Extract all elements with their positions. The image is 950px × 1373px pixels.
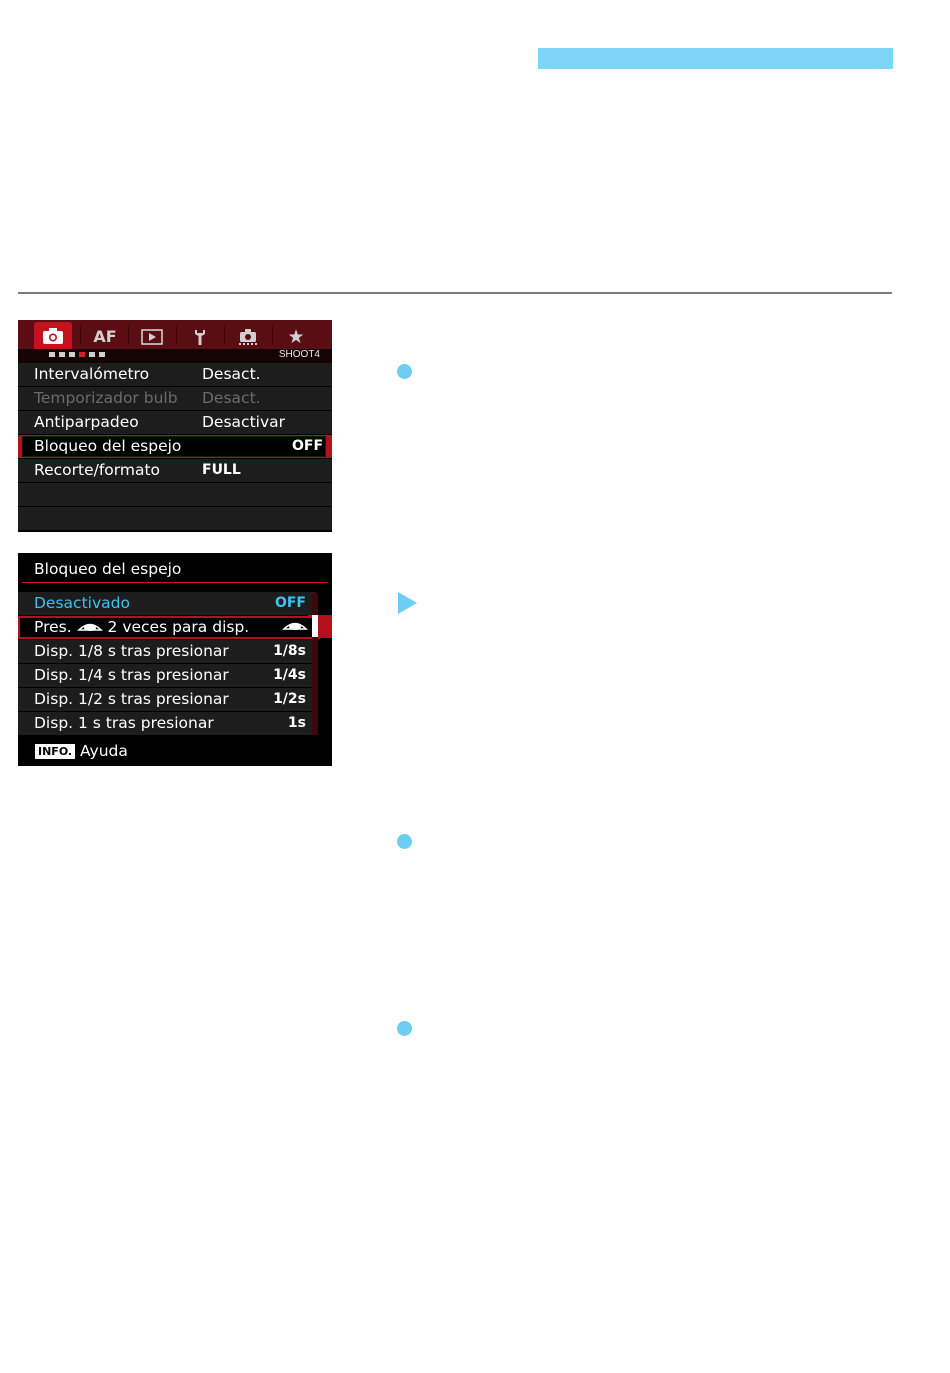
menu-page-indicator: [18, 349, 332, 363]
menu-item-empty: [18, 483, 332, 507]
shutter-button-icon: [282, 620, 308, 634]
menu-item-bloqueo-espejo[interactable]: [18, 435, 332, 459]
option-value: 1/2s: [273, 691, 306, 707]
option-value: 1/8s: [273, 643, 306, 659]
option-1-4s[interactable]: [18, 664, 316, 688]
menu-item-temporizador-bulb: [18, 387, 332, 411]
option-value: OFF: [274, 595, 306, 611]
tab-playback[interactable]: [138, 324, 166, 349]
screen-title: Bloqueo del espejo: [34, 560, 182, 578]
custom-camera-icon: [237, 328, 259, 346]
menu-tab-bar: [18, 320, 332, 350]
menu-item-antiparpadeo[interactable]: [18, 411, 332, 435]
section-divider: [18, 292, 892, 294]
menu-item-empty: [18, 507, 332, 531]
option-value: 1s: [287, 715, 306, 731]
menu-item-recorte-formato[interactable]: [18, 459, 332, 483]
tab-setup[interactable]: [186, 324, 214, 349]
menu-item-intervalometro[interactable]: [18, 363, 332, 387]
section-header-bar: [538, 48, 893, 69]
menu-item-value: Desact.: [202, 365, 261, 383]
menu-page-label: SHOOT4: [278, 349, 320, 360]
tab-shooting[interactable]: [34, 322, 72, 350]
menu-item-label: Intervalómetro: [34, 365, 150, 383]
tab-af[interactable]: AF: [93, 327, 117, 346]
shooting-menu-screen: [18, 320, 332, 532]
star-icon: ★: [287, 325, 305, 348]
mirror-lockup-screen: [18, 553, 332, 766]
option-desactivado[interactable]: [18, 592, 316, 616]
option-press-twice[interactable]: [18, 616, 320, 639]
option-label: Disp. 1/4 s tras presionar: [34, 666, 229, 684]
option-value: 1/4s: [273, 667, 306, 683]
help-footer: [18, 738, 332, 766]
shutter-button-icon: [77, 621, 103, 635]
option-label: Disp. 1/8 s tras presionar: [34, 642, 229, 660]
menu-item-label: Temporizador bulb: [34, 389, 178, 407]
help-label: Ayuda: [80, 742, 128, 760]
option-label: Desactivado: [34, 594, 130, 612]
option-label-prefix: Pres.: [34, 618, 72, 636]
tab-custom-functions[interactable]: [234, 324, 262, 349]
tab-my-menu[interactable]: [282, 324, 310, 349]
menu-item-value: FULL: [202, 462, 241, 478]
menu-item-value: OFF: [292, 438, 324, 454]
option-label-suffix: 2 veces para disp.: [107, 618, 250, 636]
menu-item-value: Desactivar: [202, 413, 285, 431]
menu-item-label: Antiparpadeo: [34, 413, 139, 431]
arrow-right-icon: [398, 592, 417, 614]
bullet-icon: [397, 834, 412, 849]
menu-item-label: Recorte/formato: [34, 461, 161, 479]
play-icon: [141, 329, 163, 345]
scrollbar-thumb[interactable]: [312, 615, 318, 637]
option-label: Disp. 1 s tras presionar: [34, 714, 214, 732]
option-label: Disp. 1/2 s tras presionar: [34, 690, 229, 708]
option-1s[interactable]: [18, 712, 316, 736]
option-1-8s[interactable]: [18, 640, 316, 664]
wrench-icon: [192, 328, 208, 346]
bullet-icon: [397, 364, 412, 379]
camera-icon: [42, 327, 64, 345]
option-1-2s[interactable]: [18, 688, 316, 712]
info-button-icon[interactable]: INFO.: [35, 744, 75, 759]
bullet-icon: [397, 1021, 412, 1036]
menu-item-label: Bloqueo del espejo: [34, 437, 182, 455]
menu-item-value: Desact.: [202, 389, 261, 407]
